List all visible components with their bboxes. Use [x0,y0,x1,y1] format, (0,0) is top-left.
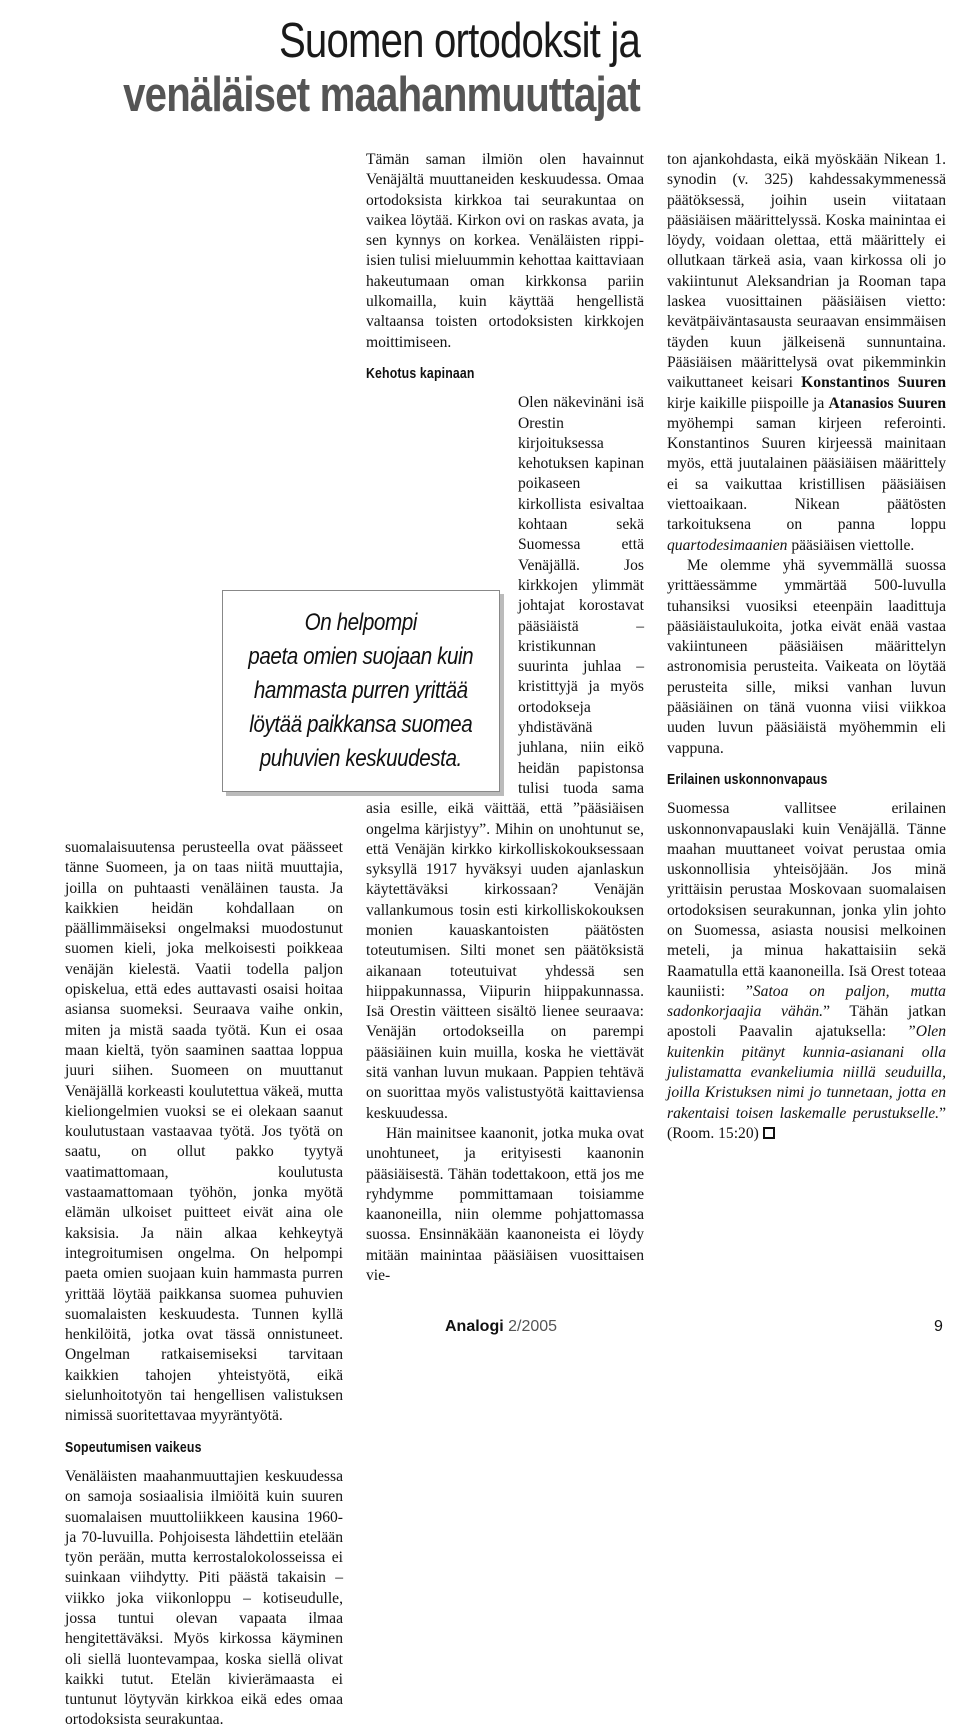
col3-paragraph-2: Me olemme yhä syvemmällä suossa yrittäessämme ymmärtää 500-luvulla tuhansiksi vuosiksi eteenpäin laadittuja pääsiäistaulukoita, jotka eivät enää vastaa vakiintuneen pääsiäisen määrittelyn astronomisia perusteita. Vaikeata on löytää perusteita sille, miksi vanhan luvun pääsiäinen on tänä vuonna viisi viikkoa uuden luvun pääsiäistä myöhemmin eli vappuna. [667,556,946,757]
article-title [0,14,640,122]
col1-paragraph-1: suomalaisuutensa perusteella ovat päässeet tänne Suomeen, ja on taas niitä muuttajia, joilla on puhtaasti venäläinen tausta. Ja kaikkien heidän kohdallaan on päällimmäiseksi ongelmaksi muodostunut suomen kieli, joka melkoisesti poikkeaa venäjän kielestä. Vaatii todella paljon opiskelua, että edes auttavasti osaisi hoitaa asiansa suomeksi. Seuraava vaihe onkin, miten ja mistä saada työtä. Kun ei osaa maan kieltä, työn saaminen saattaa loppua juuri siihen. Suomeen on muuttanut Venäjällä korkeasti koulutettua väkeä, mutta kieliongelmien vuoksi se ei olekaan saanut koulutustaan vastaavaa työtä. Jos työtä on saatu, on ollut pakko tyytyä vaatimattomaan, koulutusta vastaamattomaan työhön, jonka myötä elämän ulkoiset puitteet eivät aina ole kaksisia. Ja näin alkaa kehkeytyä integroitumisen ongelma. On helpompi paeta omien suojaan kuin hammasta purren yrittää löytää paikkansa suomea puhuvien suomalaisten keskuudesta. Tunnen kyllä henkilöitä, jotka ovat tässä onnistuneet. Ongelman ratkaisemiseksi tarvitaan kaikkien tahojen yhteistyötä, eikä sielunhoitotyön tai hengellisen valistuksen nimissä suoritettavaa myyräntyötä. [65,150,343,1427]
publication-name: Analogi [445,1318,504,1335]
col3-paragraph-1: ton ajankohdasta, eikä myöskään Nikean 1. synodin (v. 325) kahdessakymmenessä päätöksessä, joihin usein viitataan pääsiäisen määrittelyssä. Koska mainintaa ei löydy, voidaan olettaa, että määrittely ei ollutkaan tärkeä asia, vaan kirkossa oli jo vakiintunut Aleksandrian ja Rooman tapa laskea vuosittainen pääsiäisen vietto: kevätpäiväntasausta seuraavan ensimmäisen täyden kuun jälkeisenä sunnuntaina. Pääsiäisen määrittelysä ovat pikemminkin vaikuttaneet keisari Konstantinos Suuren kirje kaikille piispoille ja Atanasios Suuren myöhempi saman kirjeen referointi. Konstantinos Suuren kirjeessä mainitaan myös, että juutalainen pääsiäisen määrittely ei sa vaikuttaa kristillisen pääsiäisen viettoaikaan. Nikean päätösten tarkoituksena on panna loppu quartodesimaanien pääsiäisen viettolle. [667,151,947,554]
col2-paragraph-1: Tämän saman ilmiön olen havainnut Venäjältä muuttaneiden keskuudessa. Omaa ortodoksista kirkkoa tai seurakuntaa on vaikea löytää. Kirkon ovi on raskas avata, ja sen kynnys on korkea. Venäläisten rippi-isien tulisi mieluummin kehottaa kaittaviaan hakeutumaan oman kirkkonsa pariin ulkomailla, kuin käyttää hengellistä valtaansa toisten ortodoksisten kirkkojen moittimiseen. [366,151,644,351]
page-number: 9 [934,1318,943,1335]
term-quartodesimaanien: quartodesimaanien [667,536,788,554]
pull-quote-line-4: löytää paikkansa suomea [249,711,473,738]
col3-heading: Erilainen uskonnonvapaus [667,770,828,788]
pull-quote-line-3: hammasta purren yrittää [254,677,468,704]
pull-quote-line-1: On helpompi [304,609,418,636]
footer-publication [445,1318,557,1336]
pull-quote-line-2: paeta omien suojaan kuin [248,643,474,670]
col1-paragraph-2: Venäläisten maahanmuuttajien keskuudessa on samoja sosiaalisia ilmiöitä kuin suuren suomalaisen muuttoliikkeen kausina 1960- ja 70-luvuilla. Pohjoisesta lähdettiin etelään työn perään, mutta kerrostalokolosseissa ei suinkaan viihdytty. Piti päästä takaisin – viikko joka viikonloppu – kotiseudulle, jossa tuntui olevan vapaata ilmaa hengitettäväksi. Myös kirkossa käyminen oli siellä luontevampaa, koska siellä olivat kaikki tutut. Etelän kivierämaasta ei tuntunut löytyvän kirkkoa eikä edes omaa ortodoksista seurakuntaa. [65,1467,343,1729]
col1-heading: Sopeutumisen vaikeus [65,1438,202,1456]
name-konstantinos: Konstantinos Suuren [801,374,947,392]
column-3 [667,150,946,1144]
col2-heading: Kehotus kapinaan [366,364,475,382]
pull-quote [222,590,500,792]
col2-paragraph-2: Olen näkevinäni isä Orestin kirjoituksessa kehotuksen kapinan poikaseen kirkollista esivaltaa kohtaan sekä Suomessa että Venäjällä. Jos kirkkojen ylimmät johtajat korostavat pääsiäistä – kristikunnan suurinta juhlaa – kristittyjä ja myös ortodokseja yhdistävänä juhlana, niin eikö heidän papistonsa tulisi tuoda sama asia esille, eikä väittää, että ”pääsiäisen ongelma kärjistyy”. Mihin on unohtunut se, että Venäjän kirkko kirkolliskokouksessaan syksyllä 1917 hyväksyi uuden ajanlaskun käytettäväksi kirkossaan? Venäjän vallankumous tosin esti kirkolliskokouksen monien kauaskantoisten päätösten toteutumisen. Silti monet sen päätöksistä aikanaan toteutuivat yhdessä sen hiippakunnassa, Viipurin hiippakunnassa. Isä Orestin väitteen sisältö lienee seuraava: Venäjän ortodokseilla on parempi pääsiäinen kuin muilla, koska he viettävät sitä vanhan luvun mukaan. Pappien tehtävä on suorittaa myös valistustyötä kaittaviensa keskuudessa. [366,394,644,1122]
title-line-2: venäläiset maahanmuuttajat [123,68,641,122]
quote-satoa: Satoa on paljon, mutta sadonkorjaajia vähän. [667,982,946,1021]
title-line-1: Suomen ortodoksit ja [278,14,640,68]
column-1 [65,150,343,1731]
pull-quote-line-5: puhuvien keskuudesta. [259,745,463,772]
name-atanasios: Atanasios Suuren [828,394,947,412]
end-mark-icon [763,1127,775,1139]
col2-paragraph-3: Hän mainitsee kaanonit, jotka muka ovat unohtuneet, ja erityisesti kaanonin pääsiäisestä. Tähän todettakoon, että jos me ryhdymme pommittamaan toisiamme kaanoneilla, niin olemme pohjattomassa suossa. Ensinnäkään kaanoneista ei löydy mitään mainintaa pääsiäisen vuosittaisen vie- [366,1124,644,1285]
col3-paragraph-3: Suomessa vallitsee erilainen uskonnonvapauslaki kuin Venäjällä. Tänne maahan muuttaneet voivat perustaa omia uskonnollisia yhteisöjään. Jos minä yrittäisin perustaa Moskovaan suomalaisen ortodoksisen seurakunnan, jonka ylin johto on Suomessa, asiasta nousisi melkoinen meteli, ja minua hakattaisiin sekä Raamatulla että kaanoneilla. Isä Orest toteaa kauniisti: ”Satoa on paljon, mutta sadonkorjaajia vähän.” Tähän jatkan apostoli Paavalin ajatuksella: ”Olen kuitenkin pitänyt kunnia-asianani olla julistamatta evankeliumia niillä seuduilla, joilla Kristuksen nimi jo tunnetaan, jotta en rakentaisi toisen laskemalle perustukselle.” (Room. 15:20) [667,800,946,1142]
quote-paavali: Olen kuitenkin pitänyt kunnia-asianani olla julistamatta evankeliumia niillä seuduilla, joilla Kristuksen nimi jo tunnetaan, jotta en rakentaisi toisen laskemalle perustukselle. [667,1023,946,1122]
issue-number: 2/2005 [508,1318,558,1335]
